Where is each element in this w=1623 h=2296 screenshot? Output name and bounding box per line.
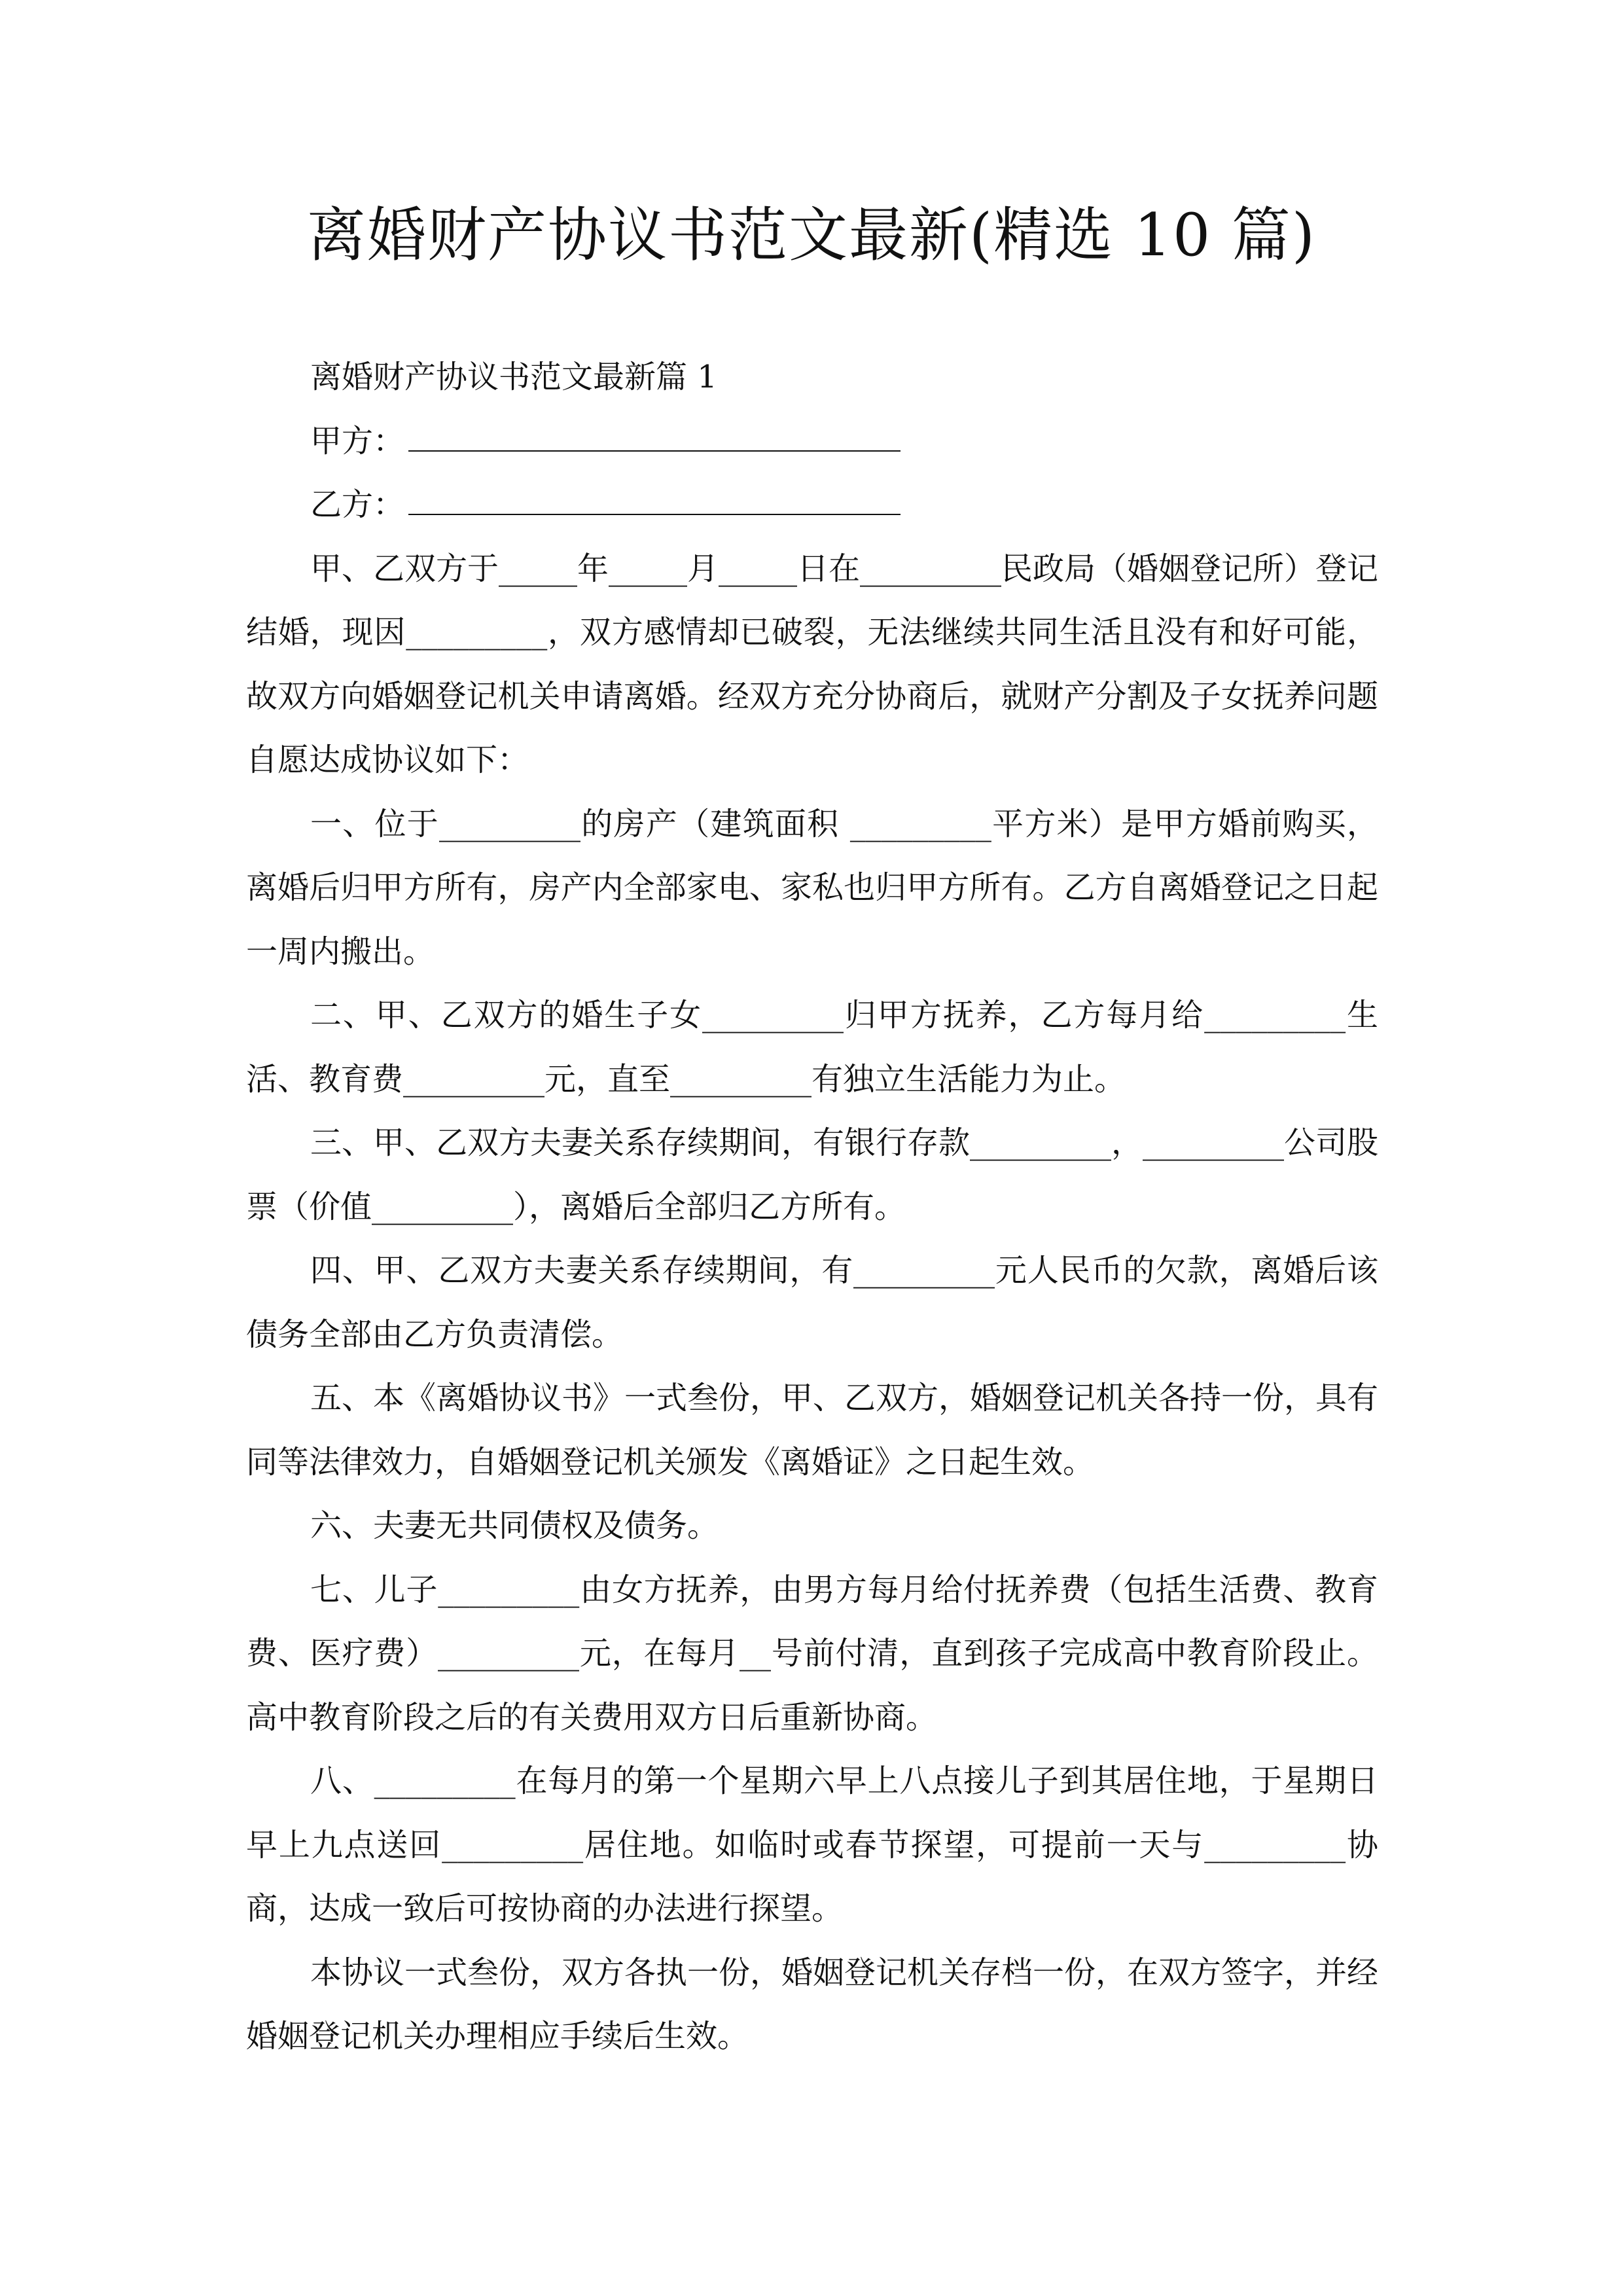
paragraph-clause-5: 五、本《离婚协议书》一式叁份，甲、乙双方，婚姻登记机关各持一份，具有同等法律效力，自婚姻登记机关颁发《离婚证》之日起生效。	[246, 1380, 1379, 1480]
document-title: 离婚财产协议书范文最新(精选 10 篇)	[307, 201, 1316, 270]
party-a-blank[interactable]	[408, 424, 901, 452]
paragraph-clause-8: 八、_________在每月的第一个星期六早上八点接儿子到其居住地，于星期日早上九点送回_________居住地。如临时或春节探望，可提前一天与_________协商，达成一致后可按协商的办法进行探望。	[246, 1763, 1378, 1927]
paragraph-clause-3: 三、甲、乙双方夫妻关系存续期间，有银行存款_________，_________公司股票（价值_________），离婚后全部归乙方所有。	[246, 1124, 1379, 1225]
paragraph-clause-6: 六、夫妻无共同债权及债务。	[310, 1507, 719, 1544]
paragraph-intro: 甲、乙双方于_____年_____月_____日在_________民政局（婚姻登记所）登记结婚，现因_________，双方感情却已破裂，无法继续共同生活且没有和好可能，故双方向婚姻登记机关申请离婚。经双方充分协商后，就财产分割及子女抚养问题自愿达成协议如下：	[246, 550, 1379, 778]
party-a-label: 甲方：	[310, 422, 405, 459]
paragraph-clause-7: 七、儿子_________由女方抚养，由男方每月给付抚养费（包括生活费、教育费、医疗费）_________元，在每月__号前付清，直到孩子完成高中教育阶段止。高中教育阶段之后的有关费用双方日后重新协商。	[246, 1571, 1378, 1736]
paragraph-clause-1: 一、位于_________的房产（建筑面积 _________平方米）是甲方婚前购买，离婚后归甲方所有，房产内全部家电、家私也归甲方所有。乙方自离婚登记之日起一周内搬出。	[246, 805, 1378, 970]
paragraph-closing: 本协议一式叁份，双方各执一份，婚姻登记机关存档一份，在双方签字，并经婚姻登记机关办理相应手续后生效。	[246, 1954, 1379, 2054]
section-heading: 离婚财产协议书范文最新篇 1	[310, 359, 717, 395]
party-a-line	[246, 410, 1378, 474]
party-b-line	[246, 473, 1378, 537]
party-b-label: 乙方：	[310, 486, 405, 523]
document-body	[246, 346, 1378, 2069]
paragraph-clause-2: 二、甲、乙双方的婚生子女_________归甲方抚养，乙方每月给_________生活、教育费_________元，直至_________有独立生活能力为止。	[246, 997, 1378, 1098]
paragraph-clause-4: 四、甲、乙双方夫妻关系存续期间，有_________元人民币的欠款，离婚后该债务全部由乙方负责清偿。	[246, 1252, 1378, 1353]
party-b-blank[interactable]	[408, 488, 901, 515]
